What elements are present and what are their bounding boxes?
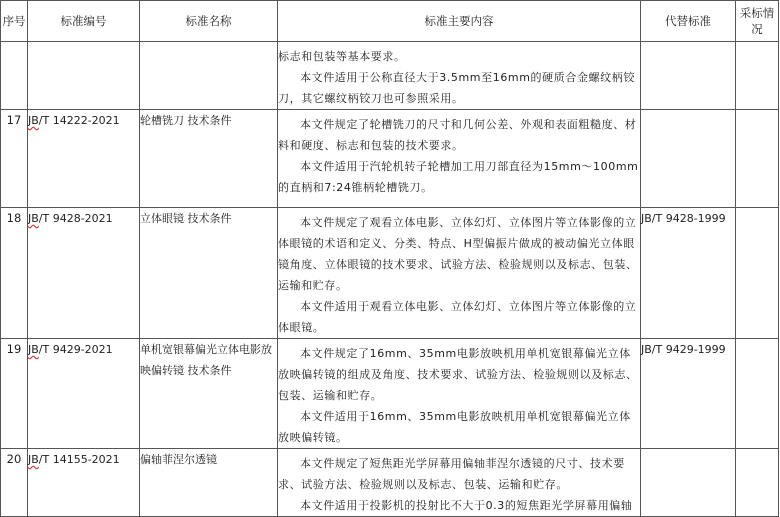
cell-no: 19 — [1, 339, 28, 449]
content-paragraph: 本文件规定了观看立体电影、立体幻灯、立体图片等立体影像的立体眼镜的术语和定义、分类、特点、H型偏振片做成的被动偏光立体眼镜角度、立体眼镜的技术要求、试验方法、检验规则以及标志、包装、运输和贮存。 — [278, 216, 638, 292]
header-replaces: 代替标准 — [641, 1, 736, 42]
cell-adopt — [736, 110, 779, 208]
content-paragraph: 本文件适用于汽轮机转子轮槽加工用刀部直径为15mm～100mm的直柄和7:24锥柄轮槽铣刀。 — [278, 160, 639, 194]
cell-code — [28, 339, 140, 449]
content-paragraph: 本文件适用于投影机的投射比不大于0.3的短焦距光学屏幕用偏轴 — [300, 499, 633, 512]
code-prefix: JB — [28, 453, 39, 466]
table-row — [1, 449, 779, 517]
content-paragraph: 本文件适用于观看立体电影、立体幻灯、立体图片等立体影像的立体眼镜。 — [278, 300, 637, 334]
code-rest: /T 9428-2021 — [38, 212, 113, 225]
content-paragraph: 本文件适用于公称直径大于3.5mm至16mm的硬质合金螺纹柄铰刀，其它螺纹柄铰刀也可参照采用。 — [278, 71, 635, 105]
cell-no: 17 — [1, 110, 28, 208]
code-rest: /T 14222-2021 — [38, 114, 120, 127]
cell-name: 轮槽铣刀 技术条件 — [140, 110, 278, 208]
code-prefix: JB — [28, 212, 39, 225]
content-paragraph: 本文件规定了短焦距光学屏幕用偏轴菲涅尔透镜的尺寸、技术要求、试验方法、检验规则以及标志、包装、运输和贮存。 — [278, 457, 625, 491]
cell-replaces — [641, 42, 736, 110]
code-prefix: JB — [28, 343, 39, 356]
table-row — [1, 339, 779, 449]
content-line: 标志和包装等基本要求。 — [278, 50, 406, 63]
cell-content — [278, 42, 641, 110]
cell-content — [278, 449, 641, 517]
cell-content — [278, 110, 641, 208]
cell-content — [278, 208, 641, 339]
content-paragraph: 本文件规定了轮槽铣刀的尺寸和几何公差、外观和表面粗糙度、材料和硬度、标志和包装的技术要求。 — [278, 118, 637, 152]
header-adopt: 采标情况 — [736, 1, 779, 42]
cell-replaces: JB/T 9429-1999 — [641, 339, 736, 449]
code-rest: /T 14155-2021 — [38, 453, 120, 466]
cell-code — [28, 449, 140, 517]
table-row — [1, 208, 779, 339]
content-paragraph: 本文件适用于16mm、35mm电影放映机用单机宽银幕偏光立体放映偏转镜。 — [278, 410, 631, 444]
content-paragraph: 本文件规定了16mm、35mm电影放映机用单机宽银幕偏光立体放映偏转镜的组成及角度、技术要求、试验方法、检验规则以及标志、包装、运输和贮存。 — [278, 347, 638, 402]
cell-adopt — [736, 449, 779, 517]
cell-replaces — [641, 110, 736, 208]
cell-no: 20 — [1, 449, 28, 517]
header-name: 标准名称 — [140, 1, 278, 42]
cell-name — [140, 42, 278, 110]
cell-name: 单机宽银幕偏光立体电影放映偏转镜 技术条件 — [140, 339, 278, 449]
code-prefix: JB — [28, 114, 39, 127]
cell-code — [28, 42, 140, 110]
header-no: 序号 — [1, 1, 28, 42]
header-row — [1, 1, 779, 42]
cell-replaces: JB/T 9428-1999 — [641, 208, 736, 339]
cell-code — [28, 208, 140, 339]
cell-code — [28, 110, 140, 208]
cell-adopt — [736, 339, 779, 449]
cell-name: 偏轴菲涅尔透镜 — [140, 449, 278, 517]
cell-replaces — [641, 449, 736, 517]
cell-no — [1, 42, 28, 110]
cell-adopt — [736, 42, 779, 110]
table-row — [1, 110, 779, 208]
table-row-continuation — [1, 42, 779, 110]
cell-content — [278, 339, 641, 449]
code-rest: /T 9429-2021 — [38, 343, 113, 356]
cell-no: 18 — [1, 208, 28, 339]
header-code: 标准编号 — [28, 1, 140, 42]
header-content: 标准主要内容 — [278, 1, 641, 42]
cell-adopt — [736, 208, 779, 339]
cell-name: 立体眼镜 技术条件 — [140, 208, 278, 339]
